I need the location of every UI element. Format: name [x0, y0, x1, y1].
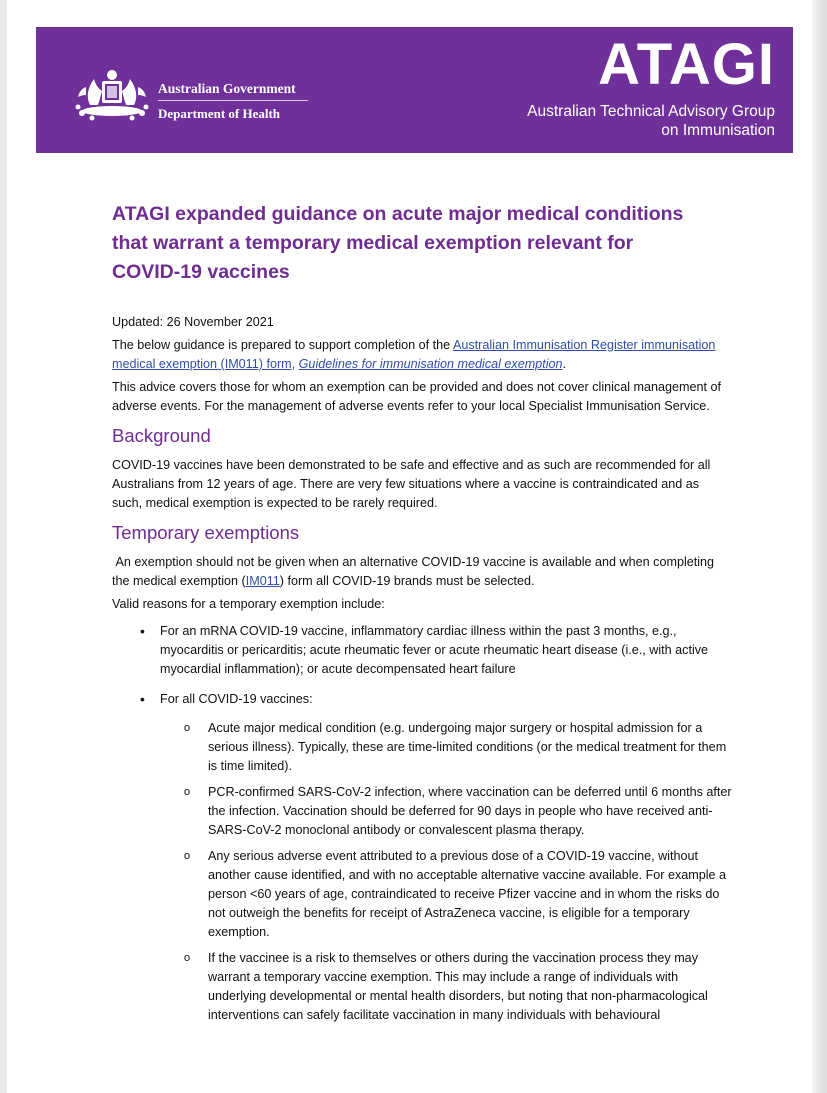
- list-item: [160, 783, 732, 840]
- brand-logo-text: ATAGI: [598, 32, 775, 97]
- list-item: [160, 949, 732, 1025]
- brand-subtitle-line-2: on Immunisation: [661, 122, 775, 139]
- reasons-list: [112, 622, 732, 1025]
- sub-reason-text: Any serious adverse event attributed to a previous dose of a COVID-19 vaccine, without another cause identified, and with no acceptable alternative vaccine available. For example a person <60 years of age, contraindicated to receive Pfizer vaccine and in whom the risks do not outweigh the benefits for receipt of AstraZeneca vaccine, is eligible for a temporary exemption.: [208, 849, 727, 939]
- sub-reasons-list: [160, 719, 732, 1025]
- list-item: [112, 690, 732, 1025]
- bullet-icon: •: [140, 623, 145, 639]
- air-form-link[interactable]: Australian Immunisation Register immunisation medical exemption (IM011) form,: [112, 338, 716, 371]
- brand-subtitle-line-1: Australian Technical Advisory Group: [527, 103, 775, 120]
- divider: [158, 100, 308, 101]
- bullet-icon: •: [140, 691, 145, 707]
- department-name: Department of Health: [158, 106, 281, 121]
- document-body: [112, 313, 732, 1036]
- reason-all-vaccines: For all COVID-19 vaccines:: [160, 692, 313, 706]
- intro-suffix: .: [562, 357, 567, 371]
- circle-bullet-icon: o: [184, 722, 191, 734]
- circle-bullet-icon: o: [184, 786, 191, 798]
- page-edge-shadow: [812, 0, 827, 1093]
- temporary-paragraph: [112, 553, 732, 591]
- advice-paragraph: This advice covers those for whom an exemption can be provided and does not cover clinical management of adverse events. For the management of adverse events refer to your local Specialist Immunisation Service.: [112, 380, 722, 413]
- header-banner: [36, 27, 793, 153]
- government-name: Australian Government: [158, 81, 296, 96]
- circle-bullet-icon: o: [184, 850, 191, 862]
- temporary-prefix: An exemption should not be given when an alternative COVID-19 vaccine is available and when completing the medical exemption (: [112, 555, 718, 588]
- background-paragraph: COVID-19 vaccines have been demonstrated to be safe and effective and as such are recommended for all Australians from 12 years of age. There are very few situations where a vaccine is contraindicated and as such, medical exemption is expected to be rarely required.: [112, 458, 711, 510]
- sub-reason-text: Acute major medical condition (e.g. undergoing major surgery or hospital admission for a serious illness). Typically, these are time-limited conditions (or the medical treatment for them is time limited).: [208, 721, 727, 773]
- document-title: ATAGI expanded guidance on acute major medical conditions that warrant a temporary medical exemption relevant for COVID-19 vaccines: [112, 203, 684, 283]
- temporary-exemptions-heading: Temporary exemptions: [112, 522, 300, 543]
- intro-paragraph: [112, 336, 732, 374]
- updated-date: Updated: 26 November 2021: [112, 315, 274, 329]
- guidelines-link[interactable]: Guidelines for immunisation medical exemption: [298, 357, 563, 371]
- brand-subtitle: [527, 102, 775, 140]
- coat-of-arms-icon: [72, 67, 152, 123]
- valid-reasons-intro: Valid reasons for a temporary exemption include:: [112, 597, 385, 611]
- reason-mrna: For an mRNA COVID-19 vaccine, inflammatory cardiac illness within the past 3 months, e.g., myocarditis or pericarditis; acute rheumatic fever or acute rheumatic heart disease (i.e., with active myocardial inflammation); or acute decompensated heart failure: [160, 624, 709, 676]
- sub-reason-text: If the vaccinee is a risk to themselves or others during the vaccination process they may warrant a temporary vaccine exemption. This may include a range of individuals with underlying developmental or mental health disorders, but noting that non-pharmacological interventions can safely facilitate vaccination in many individuals with behavioural: [208, 951, 708, 1022]
- background-heading: Background: [112, 425, 211, 446]
- circle-bullet-icon: o: [184, 952, 191, 964]
- im011-link[interactable]: IM011: [245, 574, 280, 588]
- list-item: [160, 719, 732, 776]
- document-page: [7, 0, 812, 1093]
- intro-prefix: The below guidance is prepared to support completion of the: [112, 338, 453, 352]
- list-item: [112, 622, 732, 679]
- list-item: [160, 847, 732, 942]
- sub-reason-text: PCR-confirmed SARS-CoV-2 infection, where vaccination can be deferred until 6 months after the infection. Vaccination should be deferred for 90 days in people who have received anti-SARS-CoV-2 monoclonal antibody or convalescent plasma therapy.: [208, 785, 732, 837]
- temporary-suffix: ) form all COVID-19 brands must be selected.: [279, 574, 535, 588]
